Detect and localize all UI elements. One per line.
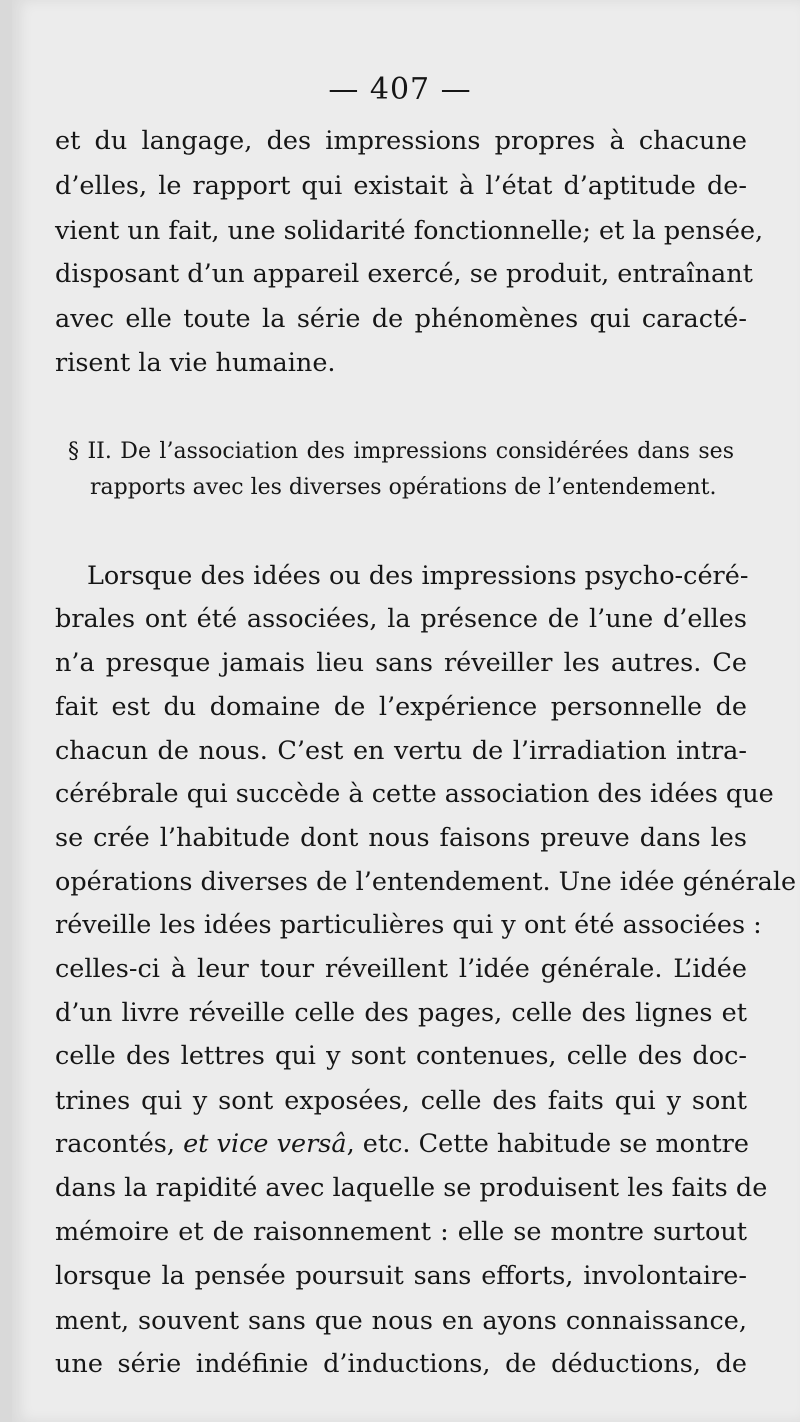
text-line: vient un fait, une solidarité fonctionnelle; et la pensée, [55, 216, 764, 246]
text-line: avec elle toute la série de phénomènes qui caracté- [55, 304, 747, 334]
text-line: trines qui y sont exposées, celle des faits qui y sont [55, 1086, 747, 1116]
text-segment: , etc. Cette habitude se montre [346, 1129, 749, 1159]
section-heading-line: § II. De l’association des impressions considérées dans ses [68, 439, 734, 464]
text-line: dans la rapidité avec laquelle se produisent les faits de [55, 1173, 768, 1203]
text-line: réveille les idées particulières qui y ont été associées : [55, 910, 762, 940]
text-line: n’a presque jamais lieu sans réveiller les autres. Ce [55, 648, 747, 678]
text-line: chacun de nous. C’est en vertu de l’irradiation intra- [55, 736, 747, 766]
text-line: fait est du domaine de l’expérience personnelle de [55, 692, 747, 722]
text-line: et du langage, des impressions propres à chacune [55, 126, 747, 156]
page-number: — 407 — [328, 72, 472, 107]
text-line: d’un livre réveille celle des pages, celle des lignes et [55, 998, 747, 1028]
text-line [55, 1129, 749, 1159]
text-line: une série indéfinie d’inductions, de déductions, de [55, 1349, 747, 1379]
italic-phrase: et vice versâ [183, 1129, 347, 1159]
text-line: opérations diverses de l’entendement. Une idée générale [55, 867, 797, 897]
text-line: celles-ci à leur tour réveillent l’idée générale. L’idée [55, 954, 747, 984]
text-line: cérébrale qui succède à cette association des idées que [55, 779, 774, 809]
text-line: ment, souvent sans que nous en ayons connaissance, [55, 1306, 747, 1336]
text-segment: racontés, [55, 1129, 184, 1159]
text-line: d’elles, le rapport qui existait à l’état d’aptitude de- [55, 171, 747, 201]
text-line: brales ont été associées, la présence de l’une d’elles [55, 604, 747, 634]
text-line: Lorsque des idées ou des impressions psycho-céré- [87, 561, 749, 591]
text-line: risent la vie humaine. [55, 348, 336, 378]
text-line: se crée l’habitude dont nous faisons preuve dans les [55, 823, 747, 853]
section-heading-line: rapports avec les diverses opérations de l’entendement. [90, 475, 717, 500]
text-line: lorsque la pensée poursuit sans efforts, involontaire- [55, 1261, 747, 1291]
text-line: disposant d’un appareil exercé, se produit, entraînant [55, 259, 753, 289]
text-line: mémoire et de raisonnement : elle se montre surtout [55, 1217, 747, 1247]
text-line: celle des lettres qui y sont contenues, celle des doc- [55, 1041, 747, 1071]
